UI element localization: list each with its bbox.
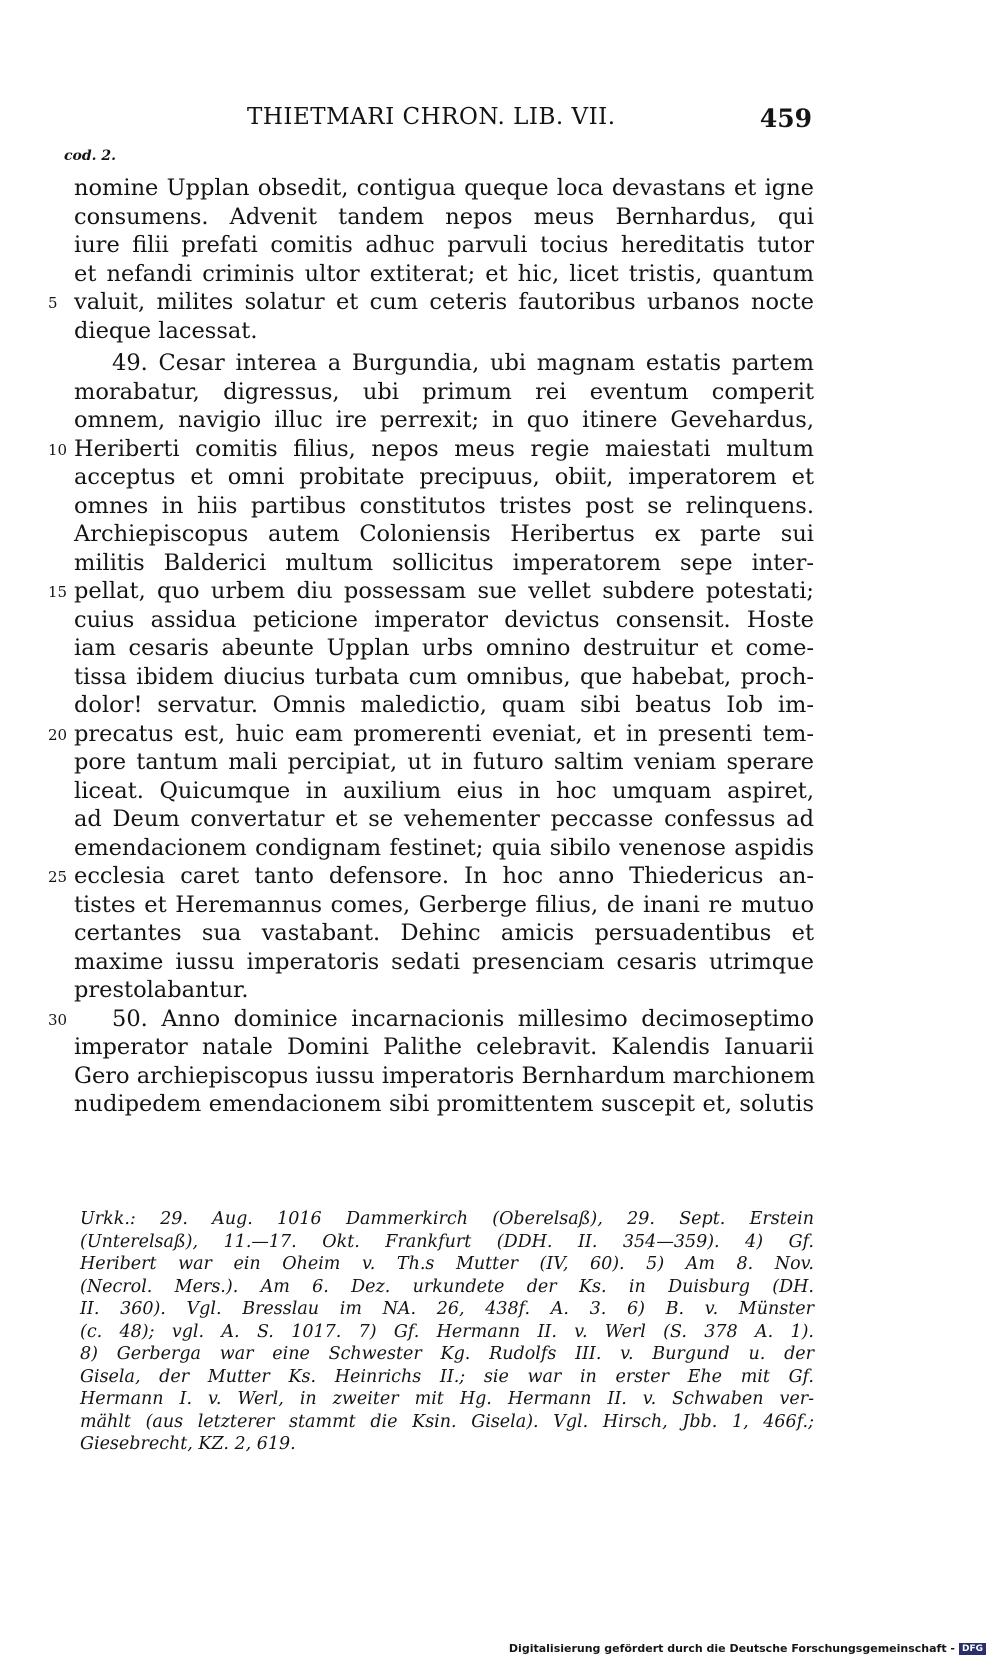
running-head [72, 98, 812, 138]
text-line [48, 1005, 814, 1034]
footnote-line: (c. 48); vgl. A. S. 1017. 7) Gf. Hermann II. v. Werl (S. 378 A. 1). [80, 1321, 814, 1342]
text-line [74, 1062, 814, 1091]
text-line [48, 577, 814, 606]
footnote-line: Heribert war ein Oheim v. Th.s Mutter (IV, 60). 5) Am 8. Nov. [80, 1254, 814, 1274]
line-text: ad Deum convertatur et se vehementer peccasse confessus ad [74, 806, 814, 832]
footnotes [80, 1208, 814, 1456]
line-text: nudipedem emendacionem sibi promittentem suscepit et, solutis [74, 1091, 814, 1117]
text-line [74, 317, 814, 346]
line-text: dieque lacessat. [74, 317, 258, 344]
text-line [74, 663, 814, 692]
text-line [48, 720, 814, 749]
text-line [74, 406, 814, 435]
text-line [74, 378, 814, 407]
footnote-line: 8) Gerberga war eine Schwester Kg. Rudolfs III. v. Burgund u. der [80, 1344, 814, 1364]
text-line [74, 777, 814, 806]
footnote-line: Hermann I. v. Werl, in zweiter mit Hg. Hermann II. v. Schwaben ver- [80, 1389, 814, 1409]
line-text: iure filii prefati comitis adhuc parvuli tocius hereditatis tutor [74, 232, 814, 258]
text-line [74, 919, 814, 948]
text-line [74, 1090, 814, 1119]
line-number: 15 [48, 583, 68, 601]
codex-note: cod. 2. [64, 148, 117, 164]
line-text: acceptus et omni probitate precipuus, obiit, imperatorem et [74, 464, 814, 490]
text-line [74, 260, 814, 289]
line-number: 5 [48, 294, 58, 312]
line-text: maxime iussu imperatoris sedati presenciam cesaris utrimque [74, 948, 814, 975]
footnote-line: (Unterelsaß), 11.—17. Okt. Frankfurt (DDH. II. 354—359). 4) Gf. [80, 1231, 814, 1252]
text-line [74, 174, 814, 203]
line-number: 30 [48, 1010, 68, 1029]
text-line [74, 231, 814, 260]
line-text: Gero archiepiscopus iussu imperatoris Bernhardum marchionem [74, 1062, 816, 1089]
line-text: militis Balderici multum sollicitus imperatorem sepe inter- [74, 549, 814, 576]
text-line [74, 492, 814, 521]
text-line [74, 349, 814, 378]
line-text: ecclesia caret tanto defensore. In hoc anno Thiedericus an- [74, 863, 814, 889]
text-line [74, 203, 814, 232]
line-text: imperator natale Domini Palithe celebravit. Kalendis Ianuarii [74, 1034, 814, 1060]
line-text: et nefandi criminis ultor extiterat; et hic, licet tristis, quantum [74, 260, 814, 287]
footnote-line: Gisela, der Mutter Ks. Heinrichs II.; sie war in erster Ehe mit Gf. [80, 1366, 814, 1387]
line-text: cuius assidua peticione imperator devictus consensit. Hoste [74, 606, 814, 633]
line-text: omnes in hiis partibus constitutos tristes post se relinquens. [74, 492, 814, 519]
line-number: 20 [48, 725, 68, 744]
line-text: Heriberti comitis filius, nepos meus regie maiestati multum [74, 435, 814, 462]
chronicle-text [48, 174, 816, 1119]
text-line [74, 634, 814, 663]
footnote-line: (Necrol. Mers.). Am 6. Dez. urkundete der Ks. in Duisburg (DH. [80, 1276, 814, 1297]
line-number: 25 [48, 868, 68, 886]
footer-text: Digitalisierung gefördert durch die Deutsche Forschungsgemeinschaft - [508, 1642, 955, 1655]
text-line [48, 435, 814, 464]
line-text: consumens. Advenit tandem nepos meus Bernhardus, qui [74, 203, 814, 230]
text-line [74, 1033, 814, 1062]
text-line [48, 862, 814, 891]
text-line [74, 834, 814, 863]
text-line [74, 976, 814, 1005]
text-line [74, 748, 814, 777]
page-number: 459 [759, 104, 812, 133]
line-text: pore tantum mali percipiat, ut in futuro saltim veniam sperare [74, 749, 814, 775]
footnote-line: Giesebrecht, KZ. 2, 619. [80, 1434, 296, 1454]
line-text: precatus est, huic eam promerenti eveniat, et in presenti tem- [74, 720, 814, 747]
text-line [74, 606, 814, 635]
running-head-title: THIETMARI CHRON. LIB. VII. [247, 104, 616, 130]
line-text: 49. Cesar interea a Burgundia, ubi magnam estatis partem [112, 350, 814, 376]
line-text: pellat, quo urbem diu possessam sue vellet subdere potestati; [74, 578, 814, 604]
text-line [74, 520, 814, 549]
footnote-line: Urkk.: 29. Aug. 1016 Dammerkirch (Oberelsaß), 29. Sept. Erstein [80, 1209, 814, 1229]
text-line [74, 691, 814, 720]
line-text: liceat. Quicumque in auxilium eius in hoc umquam aspiret, [74, 777, 814, 804]
line-text: omnem, navigio illuc ire perrexit; in quo itinere Gevehardus, [74, 407, 814, 433]
line-number: 10 [48, 440, 68, 459]
line-text: dolor! servatur. Omnis maledictio, quam sibi beatus Iob im- [74, 692, 814, 718]
line-text: tistes et Heremannus comes, Gerberge filius, de inani re mutuo [74, 891, 814, 918]
line-text: tissa ibidem diucius turbata cum omnibus, que habebat, proch- [74, 663, 814, 690]
line-text: valuit, milites solatur et cum ceteris fautoribus urbanos nocte [74, 289, 814, 315]
line-text: certantes sua vastabant. Dehinc amicis persuadentibus et [74, 920, 814, 946]
line-text: morabatur, digressus, ubi primum rei eventum comperit [74, 378, 814, 405]
line-text: nomine Upplan obsedit, contigua queque loca devastans et igne [74, 175, 814, 201]
footnote-line: mählt (aus letzterer stammt die Ksin. Gisela). Vgl. Hirsch, Jbb. 1, 466f.; [80, 1411, 814, 1432]
text-line [74, 549, 814, 578]
digitization-footer [509, 1642, 986, 1655]
text-line [74, 891, 814, 920]
text-line [48, 288, 814, 317]
text-line [74, 805, 814, 834]
line-text: Archiepiscopus autem Coloniensis Heribertus ex parte sui [74, 521, 814, 547]
line-text: emendacionem condignam festinet; quia sibilo venenose aspidis [74, 834, 814, 861]
line-text: 50. Anno dominice incarnacionis millesimo decimoseptimo [112, 1005, 814, 1032]
line-text: prestolabantur. [74, 977, 249, 1003]
text-line [74, 463, 814, 492]
text-line [74, 948, 814, 977]
dfg-logo: DFG [959, 1643, 986, 1655]
line-text: iam cesaris abeunte Upplan urbs omnino destruitur et come- [74, 635, 814, 661]
footnote-line: II. 360). Vgl. Bresslau im NA. 26, 438f. A. 3. 6) B. v. Münster [80, 1299, 814, 1319]
